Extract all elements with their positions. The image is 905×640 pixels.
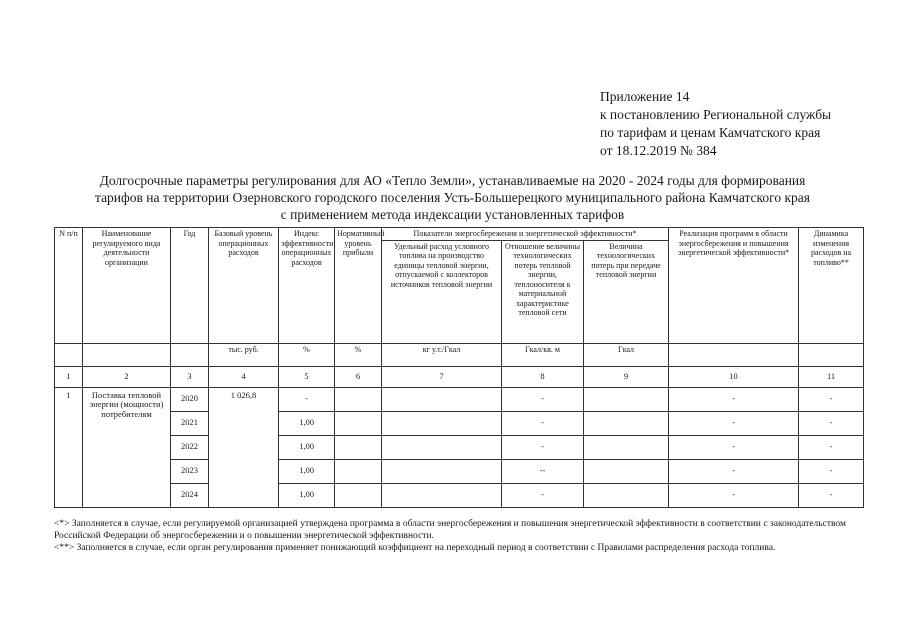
profit-cell <box>335 483 382 507</box>
year-cell: 2023 <box>171 459 209 483</box>
row-activity-name: Поставка тепловой энергии (мощности) потребителям <box>83 387 171 507</box>
col-number: 10 <box>669 366 799 387</box>
losses-ratio-cell: - <box>502 387 584 411</box>
dynamics-cell: - <box>799 483 864 507</box>
units-cell <box>83 343 171 366</box>
footnote-1: <*> Заполняется в случае, если регулируемой организацией утверждена программа в области энергосбережения и повышения энергетической эффективности в соответствии с законодательством Российской Федерации об энергосбережении и о повышении энергетической эффективности. <box>54 519 846 541</box>
col-number: 3 <box>171 366 209 387</box>
losses-cell <box>584 483 669 507</box>
units-cell <box>799 343 864 366</box>
annex-line: от 18.12.2019 № 384 <box>600 143 717 158</box>
profit-cell <box>335 387 382 411</box>
units-index: % <box>279 343 335 366</box>
annex-line: по тарифам и ценам Камчатского края <box>600 125 821 140</box>
title-line: тарифов на территории Озерновского городского поселения Усть-Большерецкого муниципального района Камчатского края <box>95 190 810 205</box>
losses-cell <box>584 387 669 411</box>
losses-ratio-cell: -- <box>502 459 584 483</box>
year-cell: 2021 <box>171 411 209 435</box>
row-base-costs: 1 026,8 <box>209 387 279 507</box>
fuel-cell <box>382 459 502 483</box>
losses-ratio-cell: - <box>502 435 584 459</box>
fuel-cell <box>382 435 502 459</box>
col-number: 4 <box>209 366 279 387</box>
column-numbers-row <box>55 366 864 387</box>
header-name: Наименование регулируемого вида деятельности организации <box>83 228 171 344</box>
table-row <box>55 411 864 435</box>
programs-cell: - <box>669 387 799 411</box>
col-number: 8 <box>502 366 584 387</box>
header-programs: Реализация программ в области энергосбережения и повышения энергетической эффективности* <box>669 228 799 344</box>
table-row <box>55 435 864 459</box>
losses-cell <box>584 435 669 459</box>
dynamics-cell: - <box>799 435 864 459</box>
profit-cell <box>335 459 382 483</box>
programs-cell: - <box>669 435 799 459</box>
col-number: 9 <box>584 366 669 387</box>
year-cell: 2020 <box>171 387 209 411</box>
header-base: Базовый уровень операционных расходов <box>209 228 279 344</box>
programs-cell: - <box>669 483 799 507</box>
year-cell: 2024 <box>171 483 209 507</box>
header-profit: Нормативный уровень прибыли <box>335 228 382 344</box>
footnote-2: <**> Заполняется в случае, если орган регулирования применяет понижающий коэффициент на переходный период в соответствии с Правилами распределения расхода топлива. <box>54 543 776 553</box>
index-cell: 1,00 <box>279 459 335 483</box>
index-cell: 1,00 <box>279 435 335 459</box>
year-cell: 2022 <box>171 435 209 459</box>
footnotes <box>54 518 846 554</box>
header-year: Год <box>171 228 209 344</box>
units-row <box>55 343 864 366</box>
units-cell <box>669 343 799 366</box>
profit-cell <box>335 435 382 459</box>
title-line: с применением метода индексации установленных тарифов <box>280 207 625 222</box>
title-line: Долгосрочные параметры регулирования для АО «Тепло Земли», устанавливаемые на 2020 - 2024 годы для формирования <box>99 173 806 188</box>
col-number: 1 <box>55 366 83 387</box>
table-row <box>55 387 864 411</box>
index-cell: - <box>279 387 335 411</box>
col-number: 6 <box>335 366 382 387</box>
losses-ratio-cell: - <box>502 411 584 435</box>
header-row <box>55 228 864 241</box>
losses-ratio-cell: - <box>502 483 584 507</box>
header-losses: Величина технологических потерь при передаче тепловой энергии <box>584 240 669 343</box>
table-row <box>55 483 864 507</box>
header-dynamics: Динамика изменения расходов на топливо** <box>799 228 864 344</box>
units-cell <box>55 343 83 366</box>
header-losses-ratio: Отношение величины технологических потерь тепловой энергии, теплоносителя к материальной характеристике тепловой сети <box>502 240 584 343</box>
col-number: 7 <box>382 366 502 387</box>
fuel-cell <box>382 387 502 411</box>
losses-cell <box>584 411 669 435</box>
units-losses-ratio: Гкал/кв. м <box>502 343 584 366</box>
index-cell: 1,00 <box>279 483 335 507</box>
annex-line: Приложение 14 <box>600 89 690 104</box>
units-profit: % <box>335 343 382 366</box>
dynamics-cell: - <box>799 411 864 435</box>
losses-cell <box>584 459 669 483</box>
dynamics-cell: - <box>799 459 864 483</box>
programs-cell: - <box>669 411 799 435</box>
programs-cell: - <box>669 459 799 483</box>
document-title <box>30 172 875 223</box>
col-number: 2 <box>83 366 171 387</box>
fuel-cell <box>382 483 502 507</box>
col-number: 5 <box>279 366 335 387</box>
annex-block <box>600 88 831 160</box>
table-row <box>55 459 864 483</box>
units-base: тыс. руб. <box>209 343 279 366</box>
units-losses: Гкал <box>584 343 669 366</box>
profit-cell <box>335 411 382 435</box>
header-n: N п/п <box>55 228 83 344</box>
dynamics-cell: - <box>799 387 864 411</box>
parameters-table <box>54 227 864 508</box>
row-number: 1 <box>55 387 83 507</box>
units-fuel: кг у.т./Гкал <box>382 343 502 366</box>
header-fuel: Удельный расход условного топлива на производство единицы тепловой энергии, отпускаемой с коллекторов источников тепловой энергии <box>382 240 502 343</box>
annex-line: к постановлению Региональной службы <box>600 107 832 122</box>
index-cell: 1,00 <box>279 411 335 435</box>
units-cell <box>171 343 209 366</box>
fuel-cell <box>382 411 502 435</box>
header-index: Индекс эффективности операционных расходов <box>279 228 335 344</box>
col-number: 11 <box>799 366 864 387</box>
header-energy-group: Показатели энергосбережения и энергетической эффективности* <box>382 228 669 241</box>
